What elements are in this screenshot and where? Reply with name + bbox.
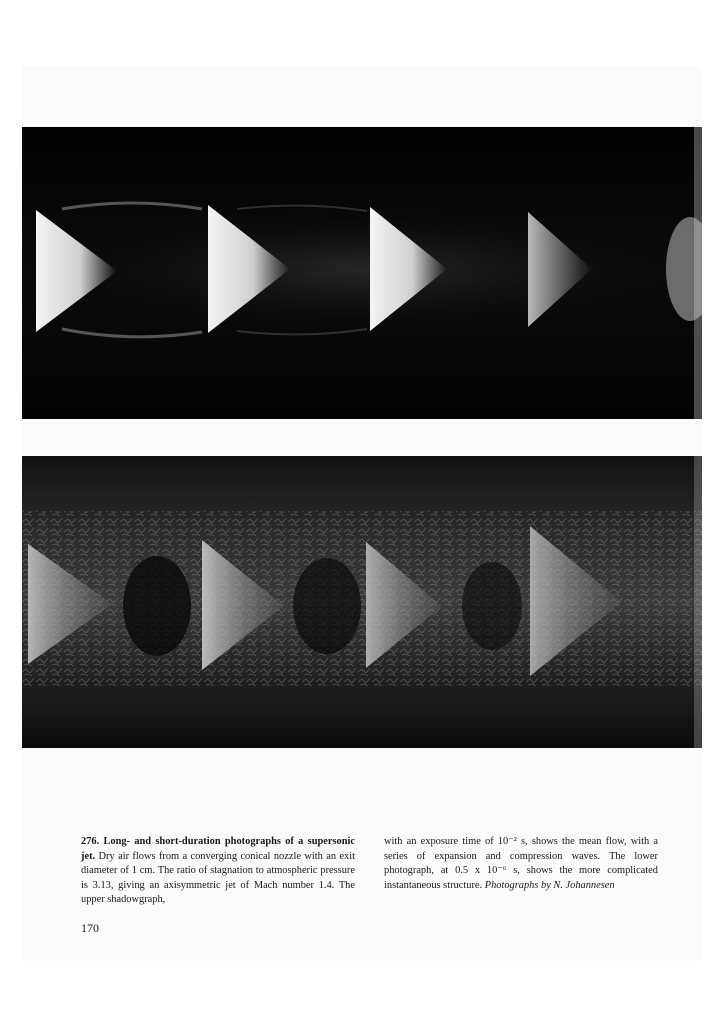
upper-shadowgraph <box>22 127 702 419</box>
page-number: 170 <box>81 921 99 935</box>
caption-left-column <box>81 835 355 908</box>
lower-photograph-image <box>22 456 702 748</box>
figure-heading: 276. Long- and short-duration photographs of a supersonic jet. <box>81 836 355 862</box>
caption-text-right: with an exposure time of 10⁻² s, shows the mean flow, with a series of expansion and compression waves. The lower photograph, at 0.5 x 10⁻⁶ s, shows the more complicated instantaneous structure. <box>384 836 658 891</box>
upper-shadowgraph-image <box>22 127 702 419</box>
caption-text-left: Dry air flows from a converging conical nozzle with an exit diameter of 1 cm. The ratio of stagnation to atmospheric pressure is 3.13, giving an axisymmetric jet of Mach number 1.4. The upper shadowgraph, <box>81 850 355 906</box>
lower-photograph <box>22 456 702 748</box>
photo-credit: Photographs by N. Johannesen <box>484 879 615 891</box>
caption-right-column <box>384 835 658 893</box>
